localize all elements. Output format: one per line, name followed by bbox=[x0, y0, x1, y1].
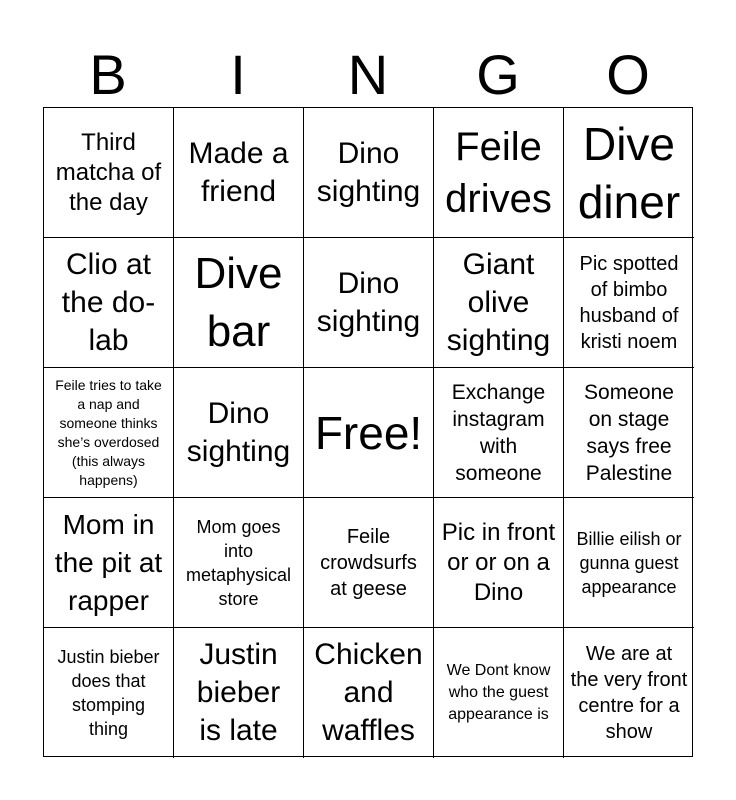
bingo-cell[interactable] bbox=[304, 628, 434, 758]
cell-text: Mom goes into metaphysical store bbox=[185, 516, 292, 609]
header-letter-o: O bbox=[606, 43, 650, 106]
bingo-cell[interactable] bbox=[44, 628, 174, 758]
bingo-grid bbox=[43, 107, 693, 757]
cell-text: Clio at the do-lab bbox=[61, 247, 156, 357]
bingo-cell[interactable] bbox=[44, 498, 174, 628]
cell-text: Billie eilish or gunna guest appearance bbox=[576, 528, 682, 597]
bingo-cell[interactable] bbox=[434, 628, 564, 758]
cell-text: Giant olive sighting bbox=[446, 247, 551, 357]
bingo-cell[interactable] bbox=[44, 368, 174, 498]
bingo-cell[interactable] bbox=[304, 498, 434, 628]
header-letter-g: G bbox=[476, 43, 520, 106]
bingo-free-space[interactable] bbox=[304, 368, 434, 498]
cell-text: Pic in front or or on a Dino bbox=[441, 518, 556, 606]
bingo-cell[interactable] bbox=[304, 108, 434, 238]
cell-text: We are at the very front centre for a show bbox=[570, 643, 688, 743]
cell-text: Someone on stage says free Palestine bbox=[584, 380, 674, 485]
header-letter-n: N bbox=[347, 43, 389, 106]
bingo-cell[interactable] bbox=[44, 108, 174, 238]
cell-text: Dino sighting bbox=[186, 396, 291, 468]
bingo-cell[interactable] bbox=[304, 238, 434, 368]
bingo-cell[interactable] bbox=[174, 498, 304, 628]
cell-text: Feile crowdsurfs at geese bbox=[320, 525, 417, 600]
cell-text: Mom in the pit at rapper bbox=[54, 508, 163, 616]
bingo-cell[interactable] bbox=[564, 238, 694, 368]
cell-text: Feile tries to take a nap and someone thinks she’s overdosed (this always happens) bbox=[55, 376, 162, 488]
free-space-text: Free! bbox=[314, 406, 423, 459]
cell-text: Exchange instagram with someone bbox=[451, 380, 546, 485]
cell-text: Feile drives bbox=[445, 124, 552, 221]
bingo-cell[interactable] bbox=[44, 238, 174, 368]
bingo-cell[interactable] bbox=[564, 628, 694, 758]
cell-text: We Dont know who the guest appearance is bbox=[446, 662, 551, 723]
bingo-cell[interactable] bbox=[434, 498, 564, 628]
cell-text: Justin bieber does that stomping thing bbox=[57, 647, 160, 739]
header-letter-b: B bbox=[89, 43, 127, 106]
cell-text: Dive bar bbox=[194, 248, 283, 356]
bingo-cell[interactable] bbox=[564, 108, 694, 238]
header-letter-i: I bbox=[230, 43, 246, 106]
cell-text: Made a friend bbox=[188, 136, 289, 208]
bingo-cell[interactable] bbox=[434, 368, 564, 498]
bingo-cell[interactable] bbox=[174, 628, 304, 758]
bingo-cell[interactable] bbox=[174, 368, 304, 498]
cell-text: Pic spotted of bimbo husband of kristi noem bbox=[579, 252, 679, 353]
cell-text: Dive diner bbox=[577, 117, 681, 228]
cell-text: Dino sighting bbox=[316, 266, 421, 338]
cell-text: Dino sighting bbox=[316, 136, 421, 208]
bingo-cell[interactable] bbox=[434, 238, 564, 368]
cell-text: Chicken and waffles bbox=[314, 638, 423, 747]
bingo-header bbox=[43, 42, 693, 108]
bingo-cell[interactable] bbox=[564, 498, 694, 628]
bingo-cell[interactable] bbox=[174, 238, 304, 368]
cell-text: Third matcha of the day bbox=[55, 128, 162, 216]
bingo-cell[interactable] bbox=[434, 108, 564, 238]
bingo-cell[interactable] bbox=[564, 368, 694, 498]
cell-text: Justin bieber is late bbox=[196, 638, 281, 747]
bingo-cell[interactable] bbox=[174, 108, 304, 238]
